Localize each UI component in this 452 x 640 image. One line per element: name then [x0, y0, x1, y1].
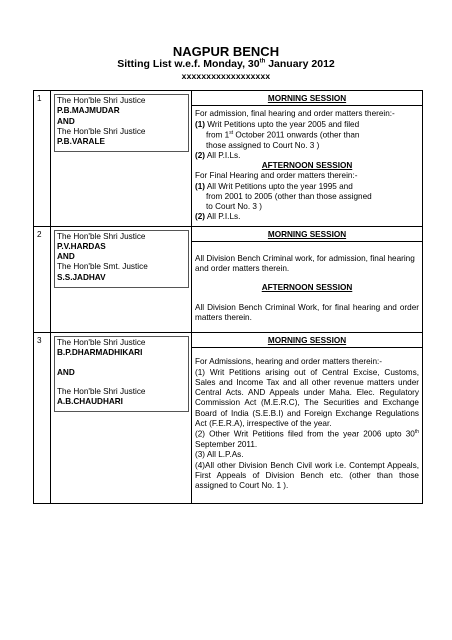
separator-line: xxxxxxxxxxxxxxxxxx [181, 71, 271, 81]
judge-1-name: P.B.MAJMUDAR [57, 106, 120, 116]
document-subtitle: Sitting List w.e.f. Monday, 30th January 2012 [117, 58, 335, 70]
afternoon-item-1: (1) All Writ Petitions upto the year 1995 and [195, 181, 353, 191]
row-number: 1 [34, 91, 51, 227]
table-row [34, 91, 423, 227]
judge-2-title: The Hon'ble Shri Justice [57, 386, 146, 396]
morning-item-2: (2) Other Writ Petitions filed from the year 2006 upto 30th September 2011. [195, 429, 419, 450]
session-divider [192, 105, 422, 106]
morning-intro: For admission, final hearing and order matters therein:- [195, 109, 395, 119]
work-cell [192, 333, 423, 504]
morning-session-heading: MORNING SESSION [267, 94, 347, 103]
judge-1-title: The Hon'ble Shri Justice [57, 231, 146, 241]
afternoon-session-heading: AFTERNOON SESSION [261, 283, 353, 293]
judge-2-name: A.B.CHAUDHARI [57, 397, 123, 407]
judge-2-name: S.S.JADHAV [57, 272, 106, 282]
table-row [34, 333, 423, 504]
table-row [34, 226, 423, 333]
document-title: NAGPUR BENCH [172, 44, 280, 59]
morning-item-4: (4)All other Division Bench Civil work i.e. Contempt Appeals, First Appeals of Division Bench etc. (other than those assigned to Court No. 1 ). [195, 460, 419, 491]
and-label: AND [57, 367, 75, 377]
judge-1-name: P.V.HARDAS [57, 241, 106, 251]
morning-item-1: (1) Writ Petitions upto the year 2005 and filed [195, 119, 360, 129]
afternoon-text: All Division Bench Criminal Work, for final hearing and order matters therein. [195, 302, 419, 322]
morning-session-heading: MORNING SESSION [267, 229, 347, 239]
afternoon-item-2: (2) All P.I.Ls. [195, 212, 241, 222]
session-divider [192, 241, 422, 242]
and-label: AND [57, 252, 75, 262]
and-label: AND [57, 116, 75, 126]
judge-2-name: P.B.VARALE [57, 137, 105, 146]
judge-1-title: The Hon'ble Shri Justice [57, 338, 146, 348]
judge-1-name: B.P.DHARMADHIKARI [57, 348, 143, 358]
judges-cell [51, 226, 192, 333]
judge-2-title: The Hon'ble Shri Justice [57, 126, 146, 136]
morning-session-heading: MORNING SESSION [267, 336, 347, 346]
afternoon-intro: For Final Hearing and order matters therein:- [195, 171, 358, 181]
morning-item-3: (3) All L.P.As. [195, 450, 244, 460]
judge-2-title: The Hon'ble Smt. Justice [57, 262, 148, 272]
work-cell: MORNING SESSION For admission, final hearing and order matters therein:- (1) Writ Petitions upto the year 2005 and filed from 1st October 2011 onwards (other than those assigned to Court No. 3 ) (2) All P.I.Ls. AFTERNOON SESSION For Final Hearing and order matters therein:- (1) All Writ Petitions upto the year 1995 and from 2001 to 2005 (other than those assigned to Court No. 3 ) (2) All P.I.Ls. [192, 91, 423, 227]
morning-item-1: (1) Writ Petitions arising out of Central Excise, Customs, Sales and Income Tax and all other revenue matters under Central Acts. AND Appeals under Maha. Elec. Regulatory Commission Act (M.E.R.C), The Securities and Exchange Board of India (S.E.B.I) and Foreign Exchange Regulations Act (F.E.R.A), irrespective of the year. [195, 367, 419, 428]
morning-text: All Division Bench Criminal work, for admission, final hearing and order matters therein. [195, 253, 415, 274]
morning-intro: For Admissions, hearing and order matters therein:- [195, 357, 383, 367]
work-cell [192, 226, 423, 333]
row-number: 3 [34, 333, 51, 504]
judges-cell [51, 333, 192, 504]
judge-1-title: The Hon'ble Shri Justice [57, 96, 146, 105]
afternoon-session-heading: AFTERNOON SESSION [261, 161, 353, 171]
sitting-list-table [33, 90, 423, 504]
judges-cell [51, 91, 192, 227]
session-divider [192, 347, 422, 348]
morning-item-2: (2) All P.I.Ls. [195, 150, 241, 160]
row-number: 2 [34, 226, 51, 333]
